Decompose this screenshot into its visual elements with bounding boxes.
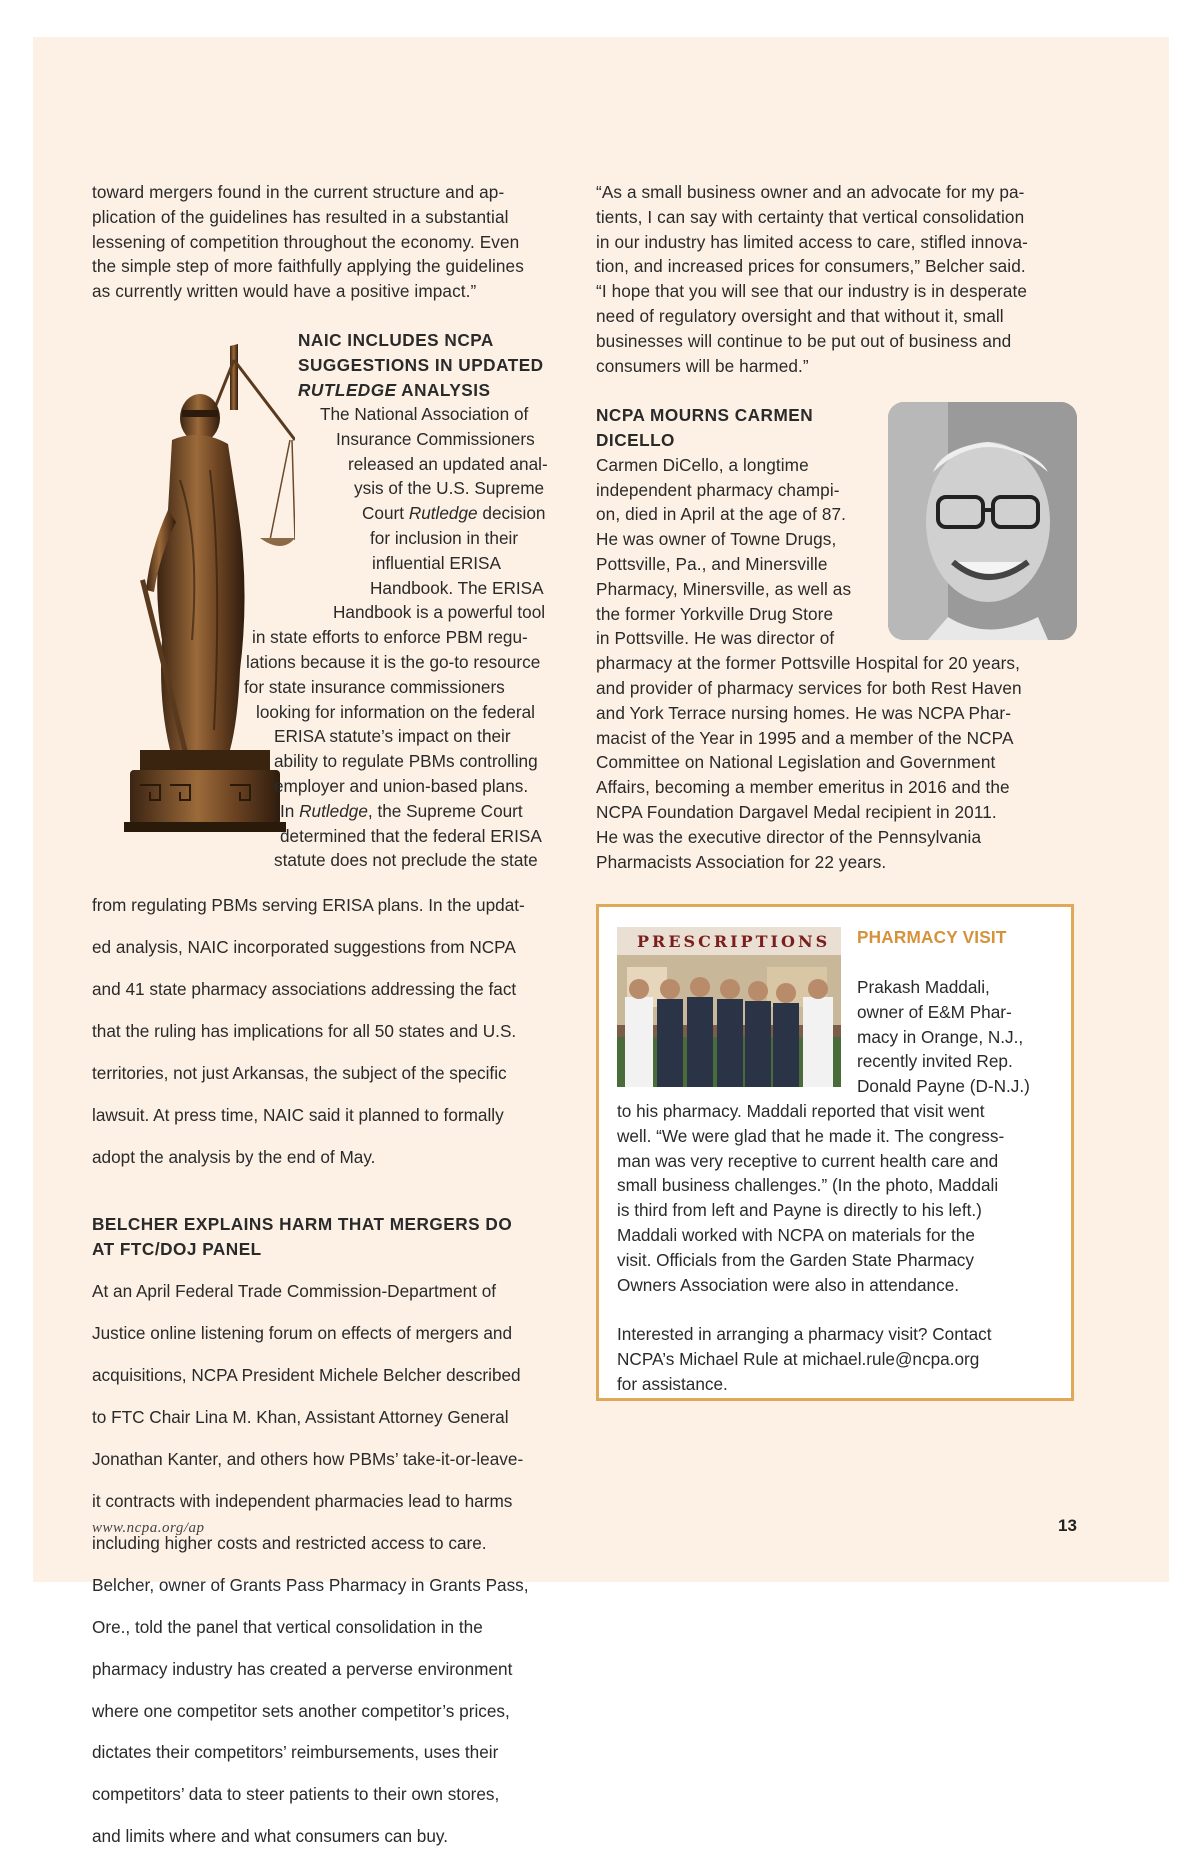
lady-justice-statue-image [110,340,295,840]
text-line: including higher costs and restricted access to care. [92,1532,487,1553]
text-fragment: , the Supreme Court [367,800,523,821]
text-line: Prakash Maddali, [857,977,990,997]
text-line: He was owner of Towne Drugs, [596,529,837,550]
text-line: pharmacy at the former Pottsville Hospital for 20 years, [596,653,1020,674]
text-line: employer and union-based plans. [274,776,529,796]
text-line: and provider of pharmacy services for both Rest Haven [596,677,1022,698]
left-column-intro [92,180,577,304]
text-line [362,501,545,526]
text-line: determined that the federal ERISA [280,825,542,846]
pharmacy-visit-box [596,904,1074,1401]
text-line: that the ruling has implications for all 50 states and U.S. [92,1021,517,1042]
text-line: Interested in arranging a pharmacy visit? Contact [617,1324,992,1345]
text-line: At an April Federal Trade Commission-Department of [92,1280,497,1301]
text-line: Affairs, becoming a member emeritus in 2016 and the [596,777,1010,798]
text-line: Pharmacy, Minersville, as well as [596,578,852,599]
portrait-illustration [888,402,1077,640]
spacer [92,1187,577,1212]
text-line: to his pharmacy. Maddali reported that visit went [617,1101,985,1121]
dicello-heading: NCPA MOURNS CARMEN [596,405,814,426]
text-line: He was the executive director of the Pennsylvania [596,826,982,847]
text-line: Jonathan Kanter, and others how PBMs’ take-it-or-leave- [92,1448,524,1469]
text-line [280,799,523,824]
text-line: NCPA’s Michael Rule at michael.rule@ncpa.org [617,1348,980,1369]
text-line: NCPA Foundation Dargavel Medal recipient in 2011. [596,801,997,822]
left-column-continued [92,876,577,1866]
carmen-dicello-photo [888,402,1077,640]
text-line: Owners Association were also in attendance. [617,1274,960,1295]
belcher-heading: AT FTC/DOJ PANEL [92,1238,262,1259]
text-line: territories, not just Arkansas, the subject of the specific [92,1063,507,1084]
text-line: recently invited Rep. [857,1051,1013,1072]
text-line: dictates their competitors’ reimbursements, uses their [92,1742,499,1763]
text-line: influential ERISA [372,552,501,573]
photo-sign-text: PRESCRIPTIONS [637,932,831,951]
text-line: macist of the Year in 1995 and a member of the NCPA [596,727,1014,748]
text-line: on, died in April at the age of 87. [596,504,847,525]
text-line: Handbook is a powerful tool [333,602,546,623]
text-line: tients, I can say with certainty that vertical consolidation [596,206,1025,227]
text-line: small business challenges.” (In the photo, Maddali [617,1175,999,1196]
heading-italic-word: RUTLEDGE [298,379,397,400]
text-line: the simple step of more faithfully applying the guidelines [92,256,524,277]
text-line: for assistance. [617,1373,728,1394]
text-line: pharmacy industry has created a perverse environment [92,1658,513,1679]
text-line: lawsuit. At press time, NAIC said it planned to formally [92,1105,504,1126]
text-line: Ore., told the panel that vertical consolidation in the [92,1616,483,1637]
text-line: independent pharmacy champi- [596,479,840,500]
text-line: “As a small business owner and an advocate for my pa- [596,182,1025,202]
text-line: Justice online listening forum on effects of mergers and [92,1322,513,1343]
text-line: Pharmacists Association for 22 years. [596,851,887,872]
text-line: Donald Payne (D-N.J.) [857,1076,1030,1097]
text-line: lessening of competition throughout the economy. Even [92,231,520,252]
text-line: for state insurance commissioners [244,676,505,697]
text-line: businesses will continue to be put out of business and [596,330,1012,351]
belcher-heading: BELCHER EXPLAINS HARM THAT MERGERS DO [92,1213,513,1234]
spacer [596,378,1081,403]
text-line: as currently written would have a positive impact.” [92,281,477,302]
text-line: to FTC Chair Lina M. Khan, Assistant Attorney General [92,1406,509,1427]
text-line: owner of E&M Phar- [857,1001,1012,1022]
box-narrow-text [857,975,1030,1099]
text-line: tion, and increased prices for consumers,” Belcher said. [596,256,1026,277]
text-line: released an updated anal- [348,453,548,474]
text-line: Handbook. The ERISA [370,577,544,598]
heading-line: SUGGESTIONS IN UPDATED [298,354,544,375]
text-line: need of regulatory oversight and that without it, small [596,305,1004,326]
text-line: Maddali worked with NCPA on materials for the [617,1224,975,1245]
text-line: Insurance Commissioners [336,428,535,449]
dicello-heading: DICELLO [596,429,675,450]
italic-word: Rutledge [299,800,368,821]
text-fragment: Court [362,503,409,524]
text-line: is third from left and Payne is directly to his left.) [617,1200,982,1221]
heading-tail: ANALYSIS [396,379,491,400]
text-line: and 41 state pharmacy associations addressing the fact [92,979,517,1000]
text-line: statute does not preclude the state [274,850,538,871]
text-line: lations because it is the go-to resource [246,652,541,672]
box-wide-text [617,1099,1004,1397]
text-line: visit. Officials from the Garden State Pharmacy [617,1249,974,1270]
text-line: Pottsville, Pa., and Minersville [596,553,828,574]
text-line: for inclusion in their [370,528,519,548]
spacer [617,1297,1004,1322]
text-line: where one competitor sets another competitor’s prices, [92,1700,510,1721]
naic-heading [298,328,588,402]
text-line: toward mergers found in the current structure and ap- [92,182,505,202]
text-line: in state efforts to enforce PBM regu- [252,627,528,648]
text-line: ysis of the U.S. Supreme [354,478,545,499]
italic-word: Rutledge [408,503,478,524]
text-fragment: In [280,800,300,821]
text-line: the former Yorkville Drug Store [596,603,834,624]
text-line: ability to regulate PBMs controlling [274,751,538,772]
text-line: macy in Orange, N.J., [857,1026,1024,1047]
text-line: adopt the analysis by the end of May. [92,1147,376,1168]
group-photo-illustration [617,927,841,1087]
text-line: “I hope that you will see that our industry is in desperate [596,281,1028,302]
text-line: competitors’ data to steer patients to their own stores, [92,1784,500,1805]
text-line: in Pottsville. He was director of [596,628,835,649]
text-line: ed analysis, NAIC incorporated suggestions from NCPA [92,937,516,958]
heading-line: NAIC INCLUDES NCPA [298,330,494,350]
footer-url: www.ncpa.org/ap [92,1520,205,1536]
pharmacy-visit-photo [617,927,841,1087]
text-line: plication of the guidelines has resulted in a substantial [92,206,509,227]
text-line: and York Terrace nursing homes. He was NCPA Phar- [596,702,1012,723]
text-line: looking for information on the federal [256,701,535,722]
text-line: and limits where and what consumers can buy. [92,1826,449,1847]
text-line: man was very receptive to current health care and [617,1150,999,1171]
text-line: Committee on National Legislation and Government [596,752,996,773]
text-line: Belcher, owner of Grants Pass Pharmacy in Grants Pass, [92,1574,529,1595]
text-fragment: decision [477,503,546,524]
page-number: 13 [1058,1516,1077,1535]
text-line: acquisitions, NCPA President Michele Belcher described [92,1364,521,1385]
text-line: well. “We were glad that he made it. The congress- [617,1125,1005,1146]
text-line: The National Association of [320,404,529,424]
pharmacy-visit-title: PHARMACY VISIT [857,927,1007,947]
text-line: consumers will be harmed.” [596,355,809,376]
heading-line [298,378,588,403]
text-line: ERISA statute’s impact on their [274,726,511,747]
text-line: Carmen DiCello, a longtime [596,454,809,475]
text-line: it contracts with independent pharmacies lead to harms [92,1490,513,1511]
text-line: from regulating PBMs serving ERISA plans. In the updat- [92,895,525,916]
text-line: in our industry has limited access to care, stifled innova- [596,231,1028,252]
